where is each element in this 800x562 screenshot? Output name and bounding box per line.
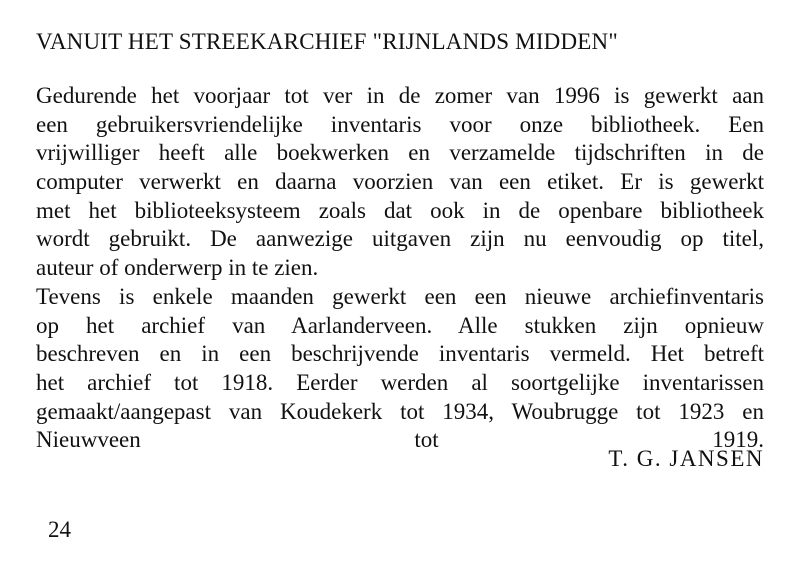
body-line: Tevens is enkele maanden gewerkt een een nieuwe archiefinventaris bbox=[36, 283, 764, 309]
body-line: een gebruikersvriendelijke inventaris voor onze bibliotheek. Een bbox=[36, 111, 764, 137]
body-line: auteur of onderwerp in te zien. bbox=[36, 255, 319, 281]
body-line: op het archief van Aarlanderveen. Alle stukken zijn opnieuw bbox=[36, 312, 764, 338]
body-line: Nieuwveen tot 1919. bbox=[36, 427, 764, 453]
body-line: gemaakt/aangepast van Koudekerk tot 1934, Woubrugge tot 1923 en bbox=[36, 398, 764, 424]
body-line: het archief tot 1918. Eerder werden al soortgelijke inventarissen bbox=[36, 369, 764, 395]
article-heading: VANUIT HET STREEKARCHIEF "RIJNLANDS MIDDEN" bbox=[36, 29, 618, 54]
article-body bbox=[36, 82, 764, 484]
body-line: Gedurende het voorjaar tot ver in de zomer van 1996 is gewerkt aan bbox=[36, 83, 764, 108]
body-line: beschreven en in een beschrijvende inventaris vermeld. Het betreft bbox=[36, 341, 764, 367]
body-line: wordt gebruikt. De aanwezige uitgaven zijn nu eenvoudig op titel, bbox=[36, 226, 764, 252]
body-line: vrijwilliger heeft alle boekwerken en verzamelde tijdschriften in de bbox=[36, 140, 764, 166]
body-line: met het biblioteeksysteem zoals dat ook in de openbare bibliotheek bbox=[36, 197, 764, 223]
author-signature: T. G. JANSEN bbox=[608, 446, 764, 471]
body-line: computer verwerkt en daarna voorzien van een etiket. Er is gewerkt bbox=[36, 169, 764, 195]
page-number: 24 bbox=[48, 517, 71, 542]
